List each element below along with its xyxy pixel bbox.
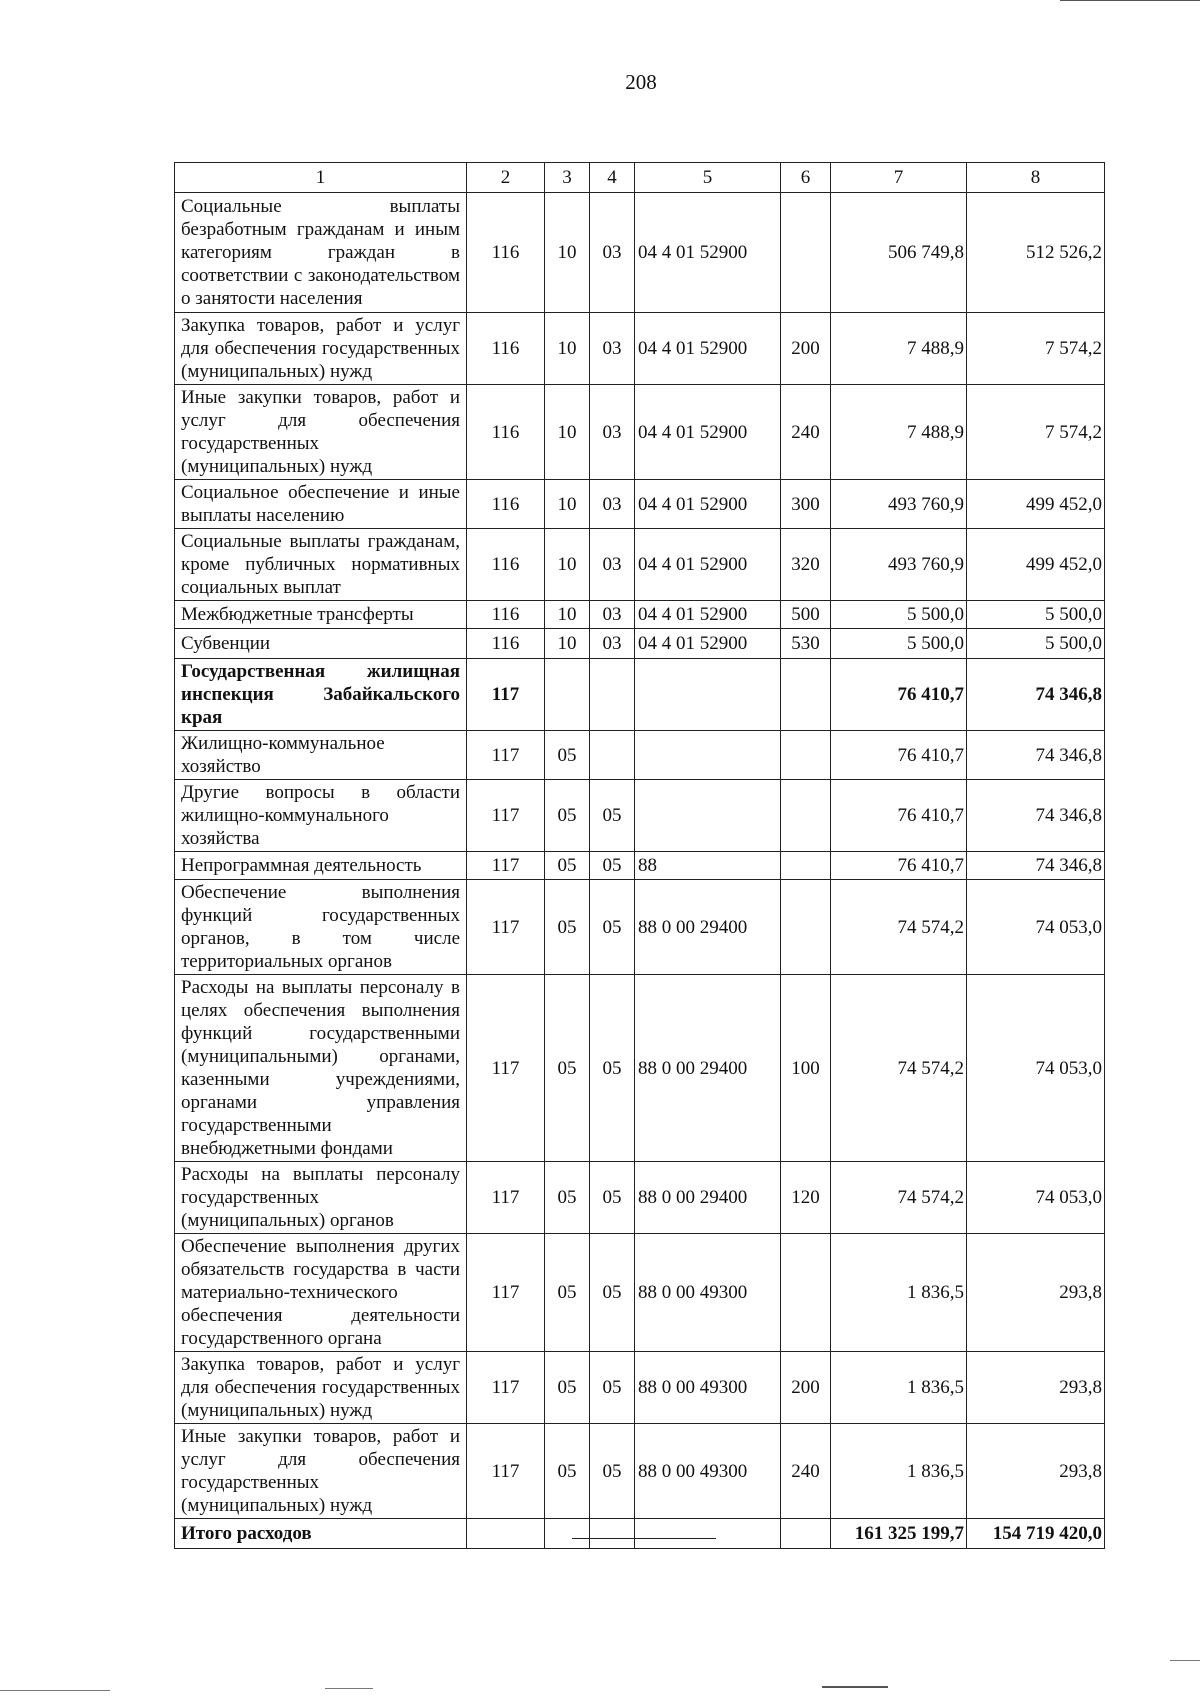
row-name-cell: Иные закупки товаров, работ и услуг для обеспечения государственных (муниципальных) нужд <box>175 1424 467 1519</box>
header-row <box>175 163 1105 193</box>
header-cell-col8: 8 <box>967 163 1105 193</box>
row-name-cell: Субвенции <box>175 629 467 659</box>
col5-cell: 04 4 01 52900 <box>635 313 781 385</box>
table-row <box>175 1162 1105 1234</box>
table-row <box>175 480 1105 529</box>
col8-cell: 5 500,0 <box>967 629 1105 659</box>
col2-cell: 117 <box>467 731 545 780</box>
col3-cell: 05 <box>545 880 590 975</box>
col5-cell: 04 4 01 52900 <box>635 629 781 659</box>
col7-cell: 5 500,0 <box>831 601 967 629</box>
table-row <box>175 1519 1105 1549</box>
col8-cell: 7 574,2 <box>967 313 1105 385</box>
col3-cell: 10 <box>545 193 590 313</box>
col6-cell <box>781 852 831 880</box>
col5-cell: 88 <box>635 852 781 880</box>
col2-cell: 116 <box>467 480 545 529</box>
row-name-cell: Жилищно-коммунальное хозяйство <box>175 731 467 780</box>
col2-cell: 116 <box>467 193 545 313</box>
col3-cell: 05 <box>545 731 590 780</box>
row-name-cell: Иные закупки товаров, работ и услуг для обеспечения государственных (муниципальных) нужд <box>175 385 467 480</box>
col2-cell: 117 <box>467 780 545 852</box>
col4-cell: 05 <box>590 780 635 852</box>
header-cell-col3: 3 <box>545 163 590 193</box>
col6-cell <box>781 1234 831 1352</box>
budget-table <box>174 162 1105 1549</box>
col4-cell: 05 <box>590 1234 635 1352</box>
col7-cell: 74 574,2 <box>831 880 967 975</box>
col5-cell: 88 0 00 29400 <box>635 880 781 975</box>
col4-cell: 05 <box>590 880 635 975</box>
table-row <box>175 780 1105 852</box>
scan-artifact-line <box>0 1690 110 1691</box>
col3-cell: 10 <box>545 529 590 601</box>
col4-cell: 03 <box>590 480 635 529</box>
col2-cell: 117 <box>467 1352 545 1424</box>
col2-cell: 117 <box>467 1424 545 1519</box>
col6-cell: 240 <box>781 385 831 480</box>
table-row <box>175 193 1105 313</box>
col6-cell: 500 <box>781 601 831 629</box>
col4-cell: 03 <box>590 529 635 601</box>
col4-cell: 03 <box>590 629 635 659</box>
col4-cell <box>590 1519 635 1549</box>
col8-cell: 74 346,8 <box>967 731 1105 780</box>
row-name-cell: Другие вопросы в области жилищно-коммунального хозяйства <box>175 780 467 852</box>
scan-artifact-line <box>822 1686 888 1688</box>
footer-divider <box>572 1538 716 1539</box>
table-row <box>175 731 1105 780</box>
col5-cell <box>635 731 781 780</box>
table-row <box>175 659 1105 731</box>
col3-cell: 10 <box>545 385 590 480</box>
row-name-cell: Обеспечение выполнения функций государственных органов, в том числе территориальных органов <box>175 880 467 975</box>
row-name-cell: Расходы на выплаты персоналу в целях обеспечения выполнения функций государственными (муниципальными) органами, казенными учреждениями, органами управления государственными внебюджетными фондами <box>175 975 467 1162</box>
col5-cell: 04 4 01 52900 <box>635 529 781 601</box>
table-row <box>175 629 1105 659</box>
col4-cell: 03 <box>590 601 635 629</box>
col6-cell: 530 <box>781 629 831 659</box>
table-row <box>175 601 1105 629</box>
col8-cell: 154 719 420,0 <box>967 1519 1105 1549</box>
col5-cell: 04 4 01 52900 <box>635 193 781 313</box>
row-name-cell: Социальные выплаты безработным гражданам и иным категориям граждан в соответствии с законодательством о занятости населения <box>175 193 467 313</box>
col7-cell: 7 488,9 <box>831 385 967 480</box>
row-name-cell: Закупка товаров, работ и услуг для обеспечения государственных (муниципальных) нужд <box>175 1352 467 1424</box>
col8-cell: 74 346,8 <box>967 852 1105 880</box>
col2-cell: 116 <box>467 629 545 659</box>
col2-cell: 116 <box>467 313 545 385</box>
col2-cell: 117 <box>467 659 545 731</box>
col6-cell: 200 <box>781 1352 831 1424</box>
col7-cell: 76 410,7 <box>831 780 967 852</box>
col4-cell: 03 <box>590 193 635 313</box>
col5-cell: 88 0 00 29400 <box>635 975 781 1162</box>
col3-cell: 05 <box>545 780 590 852</box>
col3-cell: 05 <box>545 852 590 880</box>
page-number: 208 <box>625 70 657 94</box>
col4-cell <box>590 659 635 731</box>
col3-cell: 05 <box>545 1162 590 1234</box>
col8-cell: 74 053,0 <box>967 1162 1105 1234</box>
header-cell-col6: 6 <box>781 163 831 193</box>
col5-cell <box>635 659 781 731</box>
col8-cell: 512 526,2 <box>967 193 1105 313</box>
col8-cell: 499 452,0 <box>967 529 1105 601</box>
col2-cell <box>467 1519 545 1549</box>
scan-artifact-line <box>1060 0 1200 1</box>
col7-cell: 76 410,7 <box>831 659 967 731</box>
col7-cell: 76 410,7 <box>831 731 967 780</box>
col3-cell: 05 <box>545 1234 590 1352</box>
row-name-cell: Обеспечение выполнения других обязательств государства в части материально-технического обеспечения деятельности государственного органа <box>175 1234 467 1352</box>
table-row <box>175 1352 1105 1424</box>
col4-cell: 03 <box>590 385 635 480</box>
col8-cell: 74 346,8 <box>967 780 1105 852</box>
col2-cell: 117 <box>467 880 545 975</box>
scan-artifact-line <box>1170 1660 1200 1661</box>
row-name-cell: Итого расходов <box>175 1519 467 1549</box>
col7-cell: 7 488,9 <box>831 313 967 385</box>
col6-cell <box>781 880 831 975</box>
col8-cell: 293,8 <box>967 1352 1105 1424</box>
table-body <box>175 163 1105 1549</box>
col7-cell: 1 836,5 <box>831 1352 967 1424</box>
table-row <box>175 529 1105 601</box>
col2-cell: 117 <box>467 975 545 1162</box>
col6-cell <box>781 731 831 780</box>
row-name-cell: Расходы на выплаты персоналу государственных (муниципальных) органов <box>175 1162 467 1234</box>
col2-cell: 117 <box>467 1162 545 1234</box>
table-row <box>175 1424 1105 1519</box>
col7-cell: 5 500,0 <box>831 629 967 659</box>
col2-cell: 116 <box>467 385 545 480</box>
col7-cell: 506 749,8 <box>831 193 967 313</box>
col6-cell <box>781 1519 831 1549</box>
col5-cell: 88 0 00 29400 <box>635 1162 781 1234</box>
table-row <box>175 880 1105 975</box>
col6-cell: 320 <box>781 529 831 601</box>
col5-cell: 88 0 00 49300 <box>635 1424 781 1519</box>
col6-cell: 120 <box>781 1162 831 1234</box>
col7-cell: 74 574,2 <box>831 975 967 1162</box>
col3-cell: 10 <box>545 601 590 629</box>
header-cell-col4: 4 <box>590 163 635 193</box>
col4-cell: 05 <box>590 975 635 1162</box>
table-row <box>175 852 1105 880</box>
header-cell-col5: 5 <box>635 163 781 193</box>
table-row <box>175 385 1105 480</box>
col6-cell <box>781 659 831 731</box>
col8-cell: 7 574,2 <box>967 385 1105 480</box>
col7-cell: 1 836,5 <box>831 1424 967 1519</box>
col7-cell: 493 760,9 <box>831 529 967 601</box>
col5-cell: 04 4 01 52900 <box>635 385 781 480</box>
col8-cell: 74 053,0 <box>967 880 1105 975</box>
header-cell-col2: 2 <box>467 163 545 193</box>
col7-cell: 493 760,9 <box>831 480 967 529</box>
col3-cell <box>545 659 590 731</box>
table-row <box>175 1234 1105 1352</box>
table-row <box>175 313 1105 385</box>
col5-cell <box>635 1519 781 1549</box>
col3-cell: 10 <box>545 629 590 659</box>
col4-cell: 05 <box>590 1162 635 1234</box>
col5-cell: 88 0 00 49300 <box>635 1352 781 1424</box>
col7-cell: 76 410,7 <box>831 852 967 880</box>
row-name-cell: Социальное обеспечение и иные выплаты населению <box>175 480 467 529</box>
col5-cell: 88 0 00 49300 <box>635 1234 781 1352</box>
col2-cell: 117 <box>467 1234 545 1352</box>
col5-cell: 04 4 01 52900 <box>635 480 781 529</box>
header-cell-col1: 1 <box>175 163 467 193</box>
col3-cell <box>545 1519 590 1549</box>
row-name-cell: Социальные выплаты гражданам, кроме публичных нормативных социальных выплат <box>175 529 467 601</box>
col3-cell: 10 <box>545 313 590 385</box>
col6-cell: 300 <box>781 480 831 529</box>
col4-cell: 05 <box>590 1424 635 1519</box>
col8-cell: 74 053,0 <box>967 975 1105 1162</box>
col6-cell <box>781 193 831 313</box>
col8-cell: 74 346,8 <box>967 659 1105 731</box>
row-name-cell: Непрограммная деятельность <box>175 852 467 880</box>
col3-cell: 05 <box>545 1352 590 1424</box>
col6-cell: 240 <box>781 1424 831 1519</box>
col3-cell: 05 <box>545 975 590 1162</box>
col2-cell: 116 <box>467 529 545 601</box>
col7-cell: 74 574,2 <box>831 1162 967 1234</box>
row-name-cell: Закупка товаров, работ и услуг для обеспечения государственных (муниципальных) нужд <box>175 313 467 385</box>
col6-cell <box>781 780 831 852</box>
col6-cell: 200 <box>781 313 831 385</box>
col3-cell: 05 <box>545 1424 590 1519</box>
col8-cell: 293,8 <box>967 1424 1105 1519</box>
col8-cell: 5 500,0 <box>967 601 1105 629</box>
col7-cell: 161 325 199,7 <box>831 1519 967 1549</box>
col4-cell: 03 <box>590 313 635 385</box>
table-row <box>175 975 1105 1162</box>
col6-cell: 100 <box>781 975 831 1162</box>
col2-cell: 117 <box>467 852 545 880</box>
row-name-cell: Межбюджетные трансферты <box>175 601 467 629</box>
col5-cell: 04 4 01 52900 <box>635 601 781 629</box>
col4-cell: 05 <box>590 1352 635 1424</box>
header-cell-col7: 7 <box>831 163 967 193</box>
scan-artifact-line <box>325 1688 373 1689</box>
col5-cell <box>635 780 781 852</box>
col4-cell <box>590 731 635 780</box>
col8-cell: 293,8 <box>967 1234 1105 1352</box>
row-name-cell: Государственная жилищная инспекция Забайкальского края <box>175 659 467 731</box>
col8-cell: 499 452,0 <box>967 480 1105 529</box>
col4-cell: 05 <box>590 852 635 880</box>
col3-cell: 10 <box>545 480 590 529</box>
col7-cell: 1 836,5 <box>831 1234 967 1352</box>
col2-cell: 116 <box>467 601 545 629</box>
